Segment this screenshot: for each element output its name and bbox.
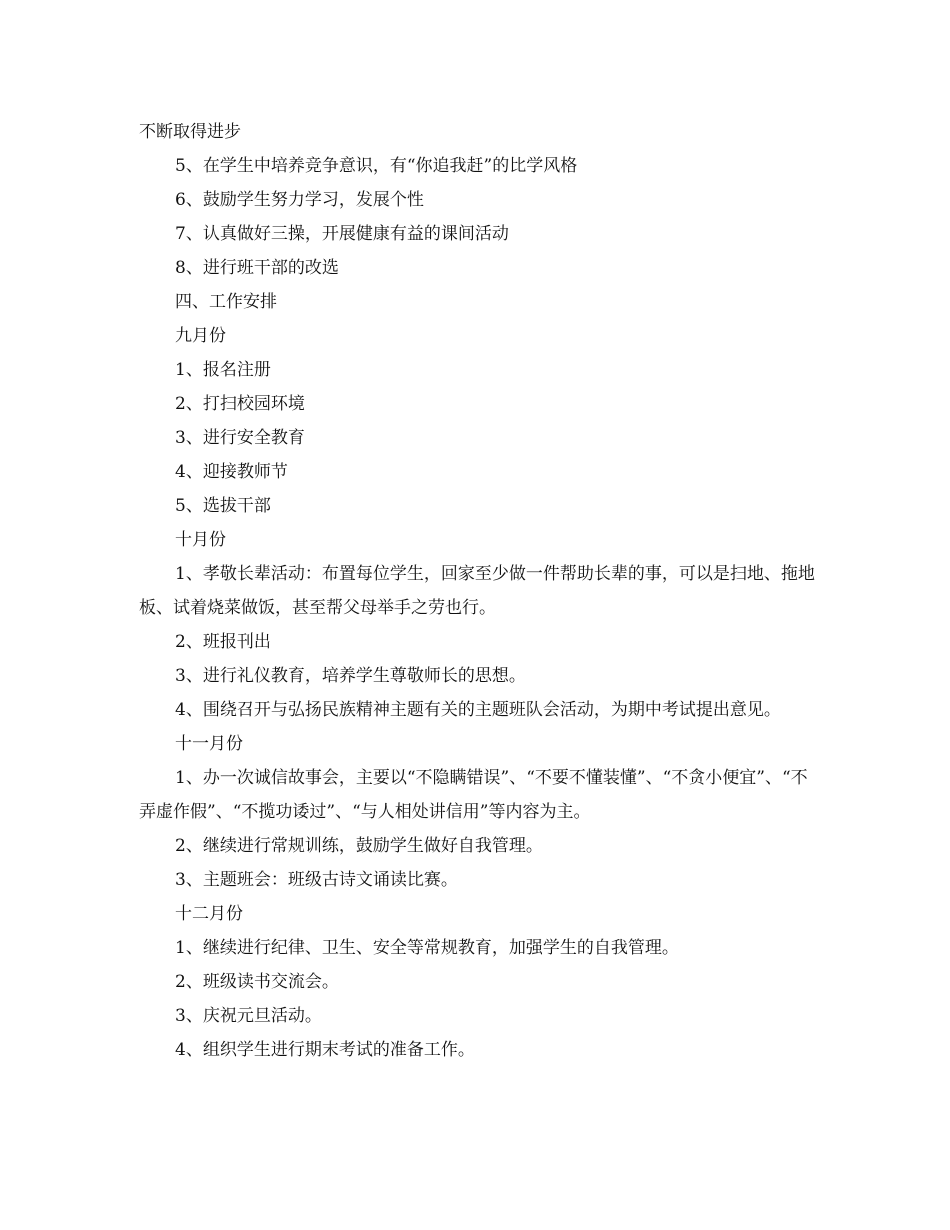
month-heading-december: 十二月份	[175, 904, 243, 924]
december-item-4: 4、组织学生进行期末考试的准备工作。	[175, 1040, 475, 1060]
month-heading-september: 九月份	[175, 326, 226, 346]
november-item-1: 1、办一次诚信故事会，主要以“不隐瞒错误”、“不要不懂装懂”、“不贪小便宜”、“不弄虚作假”、“不揽功诿过”、“与人相处讲信用”等内容为主。	[139, 768, 808, 822]
paragraph-item-7-exercises: 7、认真做好三操，开展健康有益的课间活动	[175, 224, 509, 244]
december-item-1: 1、继续进行纪律、卫生、安全等常规教育，加强学生的自我管理。	[175, 938, 679, 958]
month-heading-november: 十一月份	[175, 734, 243, 754]
paragraph-continuation: 不断取得进步	[139, 122, 241, 142]
october-item-4: 4、围绕召开与弘扬民族精神主题有关的主题班队会活动，为期中考试提出意见。	[175, 700, 781, 720]
september-item-3: 3、进行安全教育	[175, 428, 305, 448]
october-item-2: 2、班报刊出	[175, 632, 271, 652]
october-item-1: 1、孝敬长辈活动：布置每位学生，回家至少做一件帮助长辈的事，可以是扫地、拖地板、试着烧菜做饭，甚至帮父母举手之劳也行。	[139, 564, 815, 618]
september-item-1: 1、报名注册	[175, 360, 271, 380]
paragraph-item-8-election: 8、进行班干部的改选	[175, 258, 339, 278]
december-item-2: 2、班级读书交流会。	[175, 972, 339, 992]
november-item-2: 2、继续进行常规训练，鼓励学生做好自我管理。	[175, 836, 543, 856]
october-item-3: 3、进行礼仪教育，培养学生尊敬师长的思想。	[175, 666, 526, 686]
paragraph-item-6-encourage: 6、鼓励学生努力学习，发展个性	[175, 190, 424, 210]
section-heading-work-arrangement: 四、工作安排	[175, 292, 277, 312]
document-body	[139, 115, 815, 1067]
paragraph-item-5-competition: 5、在学生中培养竞争意识，有“你追我赶”的比学风格	[175, 156, 578, 176]
november-item-3: 3、主题班会：班级古诗文诵读比赛。	[175, 870, 458, 890]
september-item-5: 5、选拔干部	[175, 496, 271, 516]
month-heading-october: 十月份	[175, 530, 226, 550]
september-item-4: 4、迎接教师节	[175, 462, 288, 482]
december-item-3: 3、庆祝元旦活动。	[175, 1006, 322, 1026]
september-item-2: 2、打扫校园环境	[175, 394, 305, 414]
